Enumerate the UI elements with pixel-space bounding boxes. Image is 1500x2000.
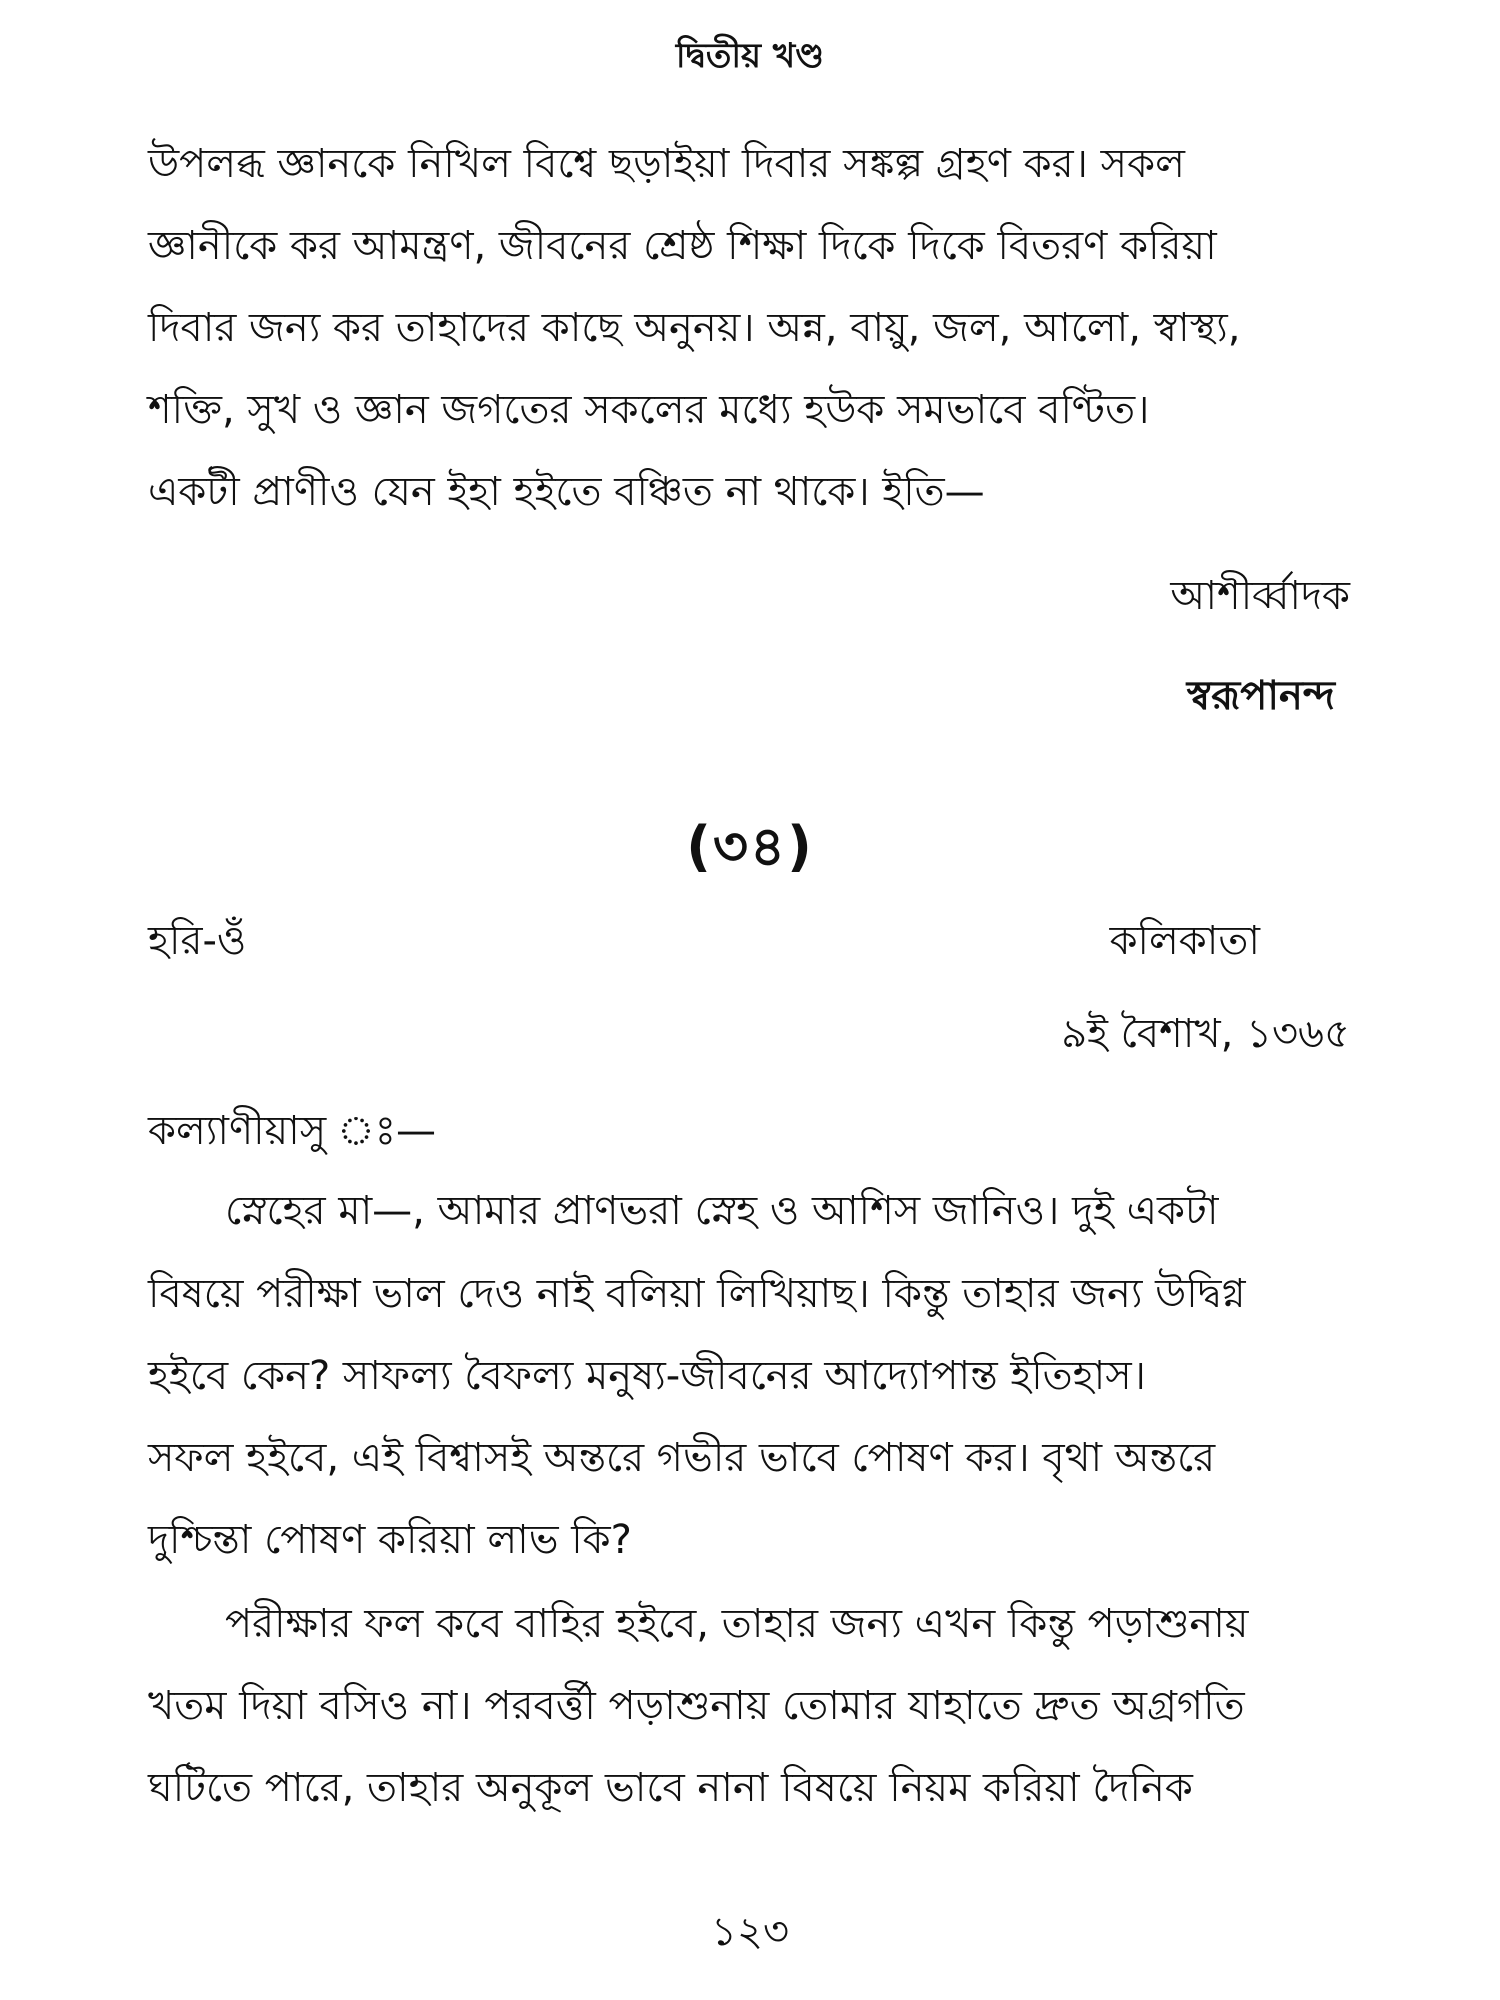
- upper-letter-line-2: জ্ঞানীকে কর আমন্ত্রণ, জীবনের শ্রেষ্ঠ শিক্ষা দিকে দিকে বিতরণ করিয়া: [148, 223, 1217, 269]
- salutation: হরি-ওঁ: [148, 918, 247, 964]
- place-name: কলিকাতা: [1109, 918, 1260, 964]
- body-line-7: খতম দিয়া বসিও না। পরবর্ত্তী পড়াশুনায় তোমার যাহাতে দ্রুত অগ্রগতি: [148, 1683, 1245, 1729]
- signature: স্বরূপানন্দ: [1186, 673, 1335, 719]
- body-line-6: পরীক্ষার ফল কবে বাহির হইবে, তাহার জন্য এখন কিন্তু পড়াশুনায়: [225, 1601, 1249, 1647]
- upper-letter-line-4: শক্তি, সুখ ও জ্ঞান জগতের সকলের মধ্যে হউক সমভাবে বণ্টিত।: [148, 387, 1150, 433]
- body-line-1: স্নেহের মা—, আমার প্রাণভরা স্নেহ ও আশিস জানিও। দুই একটা: [225, 1188, 1219, 1234]
- page-number: ১২৩: [711, 1909, 789, 1955]
- body-line-2: বিষয়ে পরীক্ষা ভাল দেও নাই বলিয়া লিখিয়াছ। কিন্তু তাহার জন্য উদ্বিগ্ন: [148, 1271, 1246, 1317]
- closing-text: আশীর্ব্বাদক: [1170, 573, 1350, 619]
- upper-letter-line-1: উপলব্ধ জ্ঞানকে নিখিল বিশ্বে ছড়াইয়া দিবার সঙ্কল্প গ্রহণ কর। সকল: [148, 141, 1185, 187]
- upper-letter-line-3: দিবার জন্য কর তাহাদের কাছে অনুনয়। অন্ন, বায়ু, জল, আলো, স্বাস্থ্য,: [148, 305, 1241, 351]
- section-number: (৩৪): [686, 815, 814, 878]
- body-line-8: ঘটিতে পারে, তাহার অনুকূল ভাবে নানা বিষয়ে নিয়ম করিয়া দৈনিক: [148, 1765, 1193, 1811]
- upper-letter-line-5: একটী প্রাণীও যেন ইহা হইতে বঞ্চিত না থাকে। ইতি—: [148, 469, 985, 515]
- body-line-3: হইবে কেন? সাফল্য বৈফল্য মনুষ্য-জীবনের আদ্যোপান্ত ইতিহাস।: [148, 1353, 1146, 1399]
- page-header: দ্বিতীয় খণ্ড: [675, 36, 825, 76]
- letter-date: ৯ই বৈশাখ, ১৩৬৫: [1061, 1011, 1350, 1057]
- addressee: কল্যাণীয়াসু ঃ—: [148, 1108, 437, 1154]
- body-line-5: দুশ্চিন্তা পোষণ করিয়া লাভ কি?: [148, 1517, 632, 1563]
- body-line-4: সফল হইবে, এই বিশ্বাসই অন্তরে গভীর ভাবে পোষণ কর। বৃথা অন্তরে: [148, 1435, 1216, 1481]
